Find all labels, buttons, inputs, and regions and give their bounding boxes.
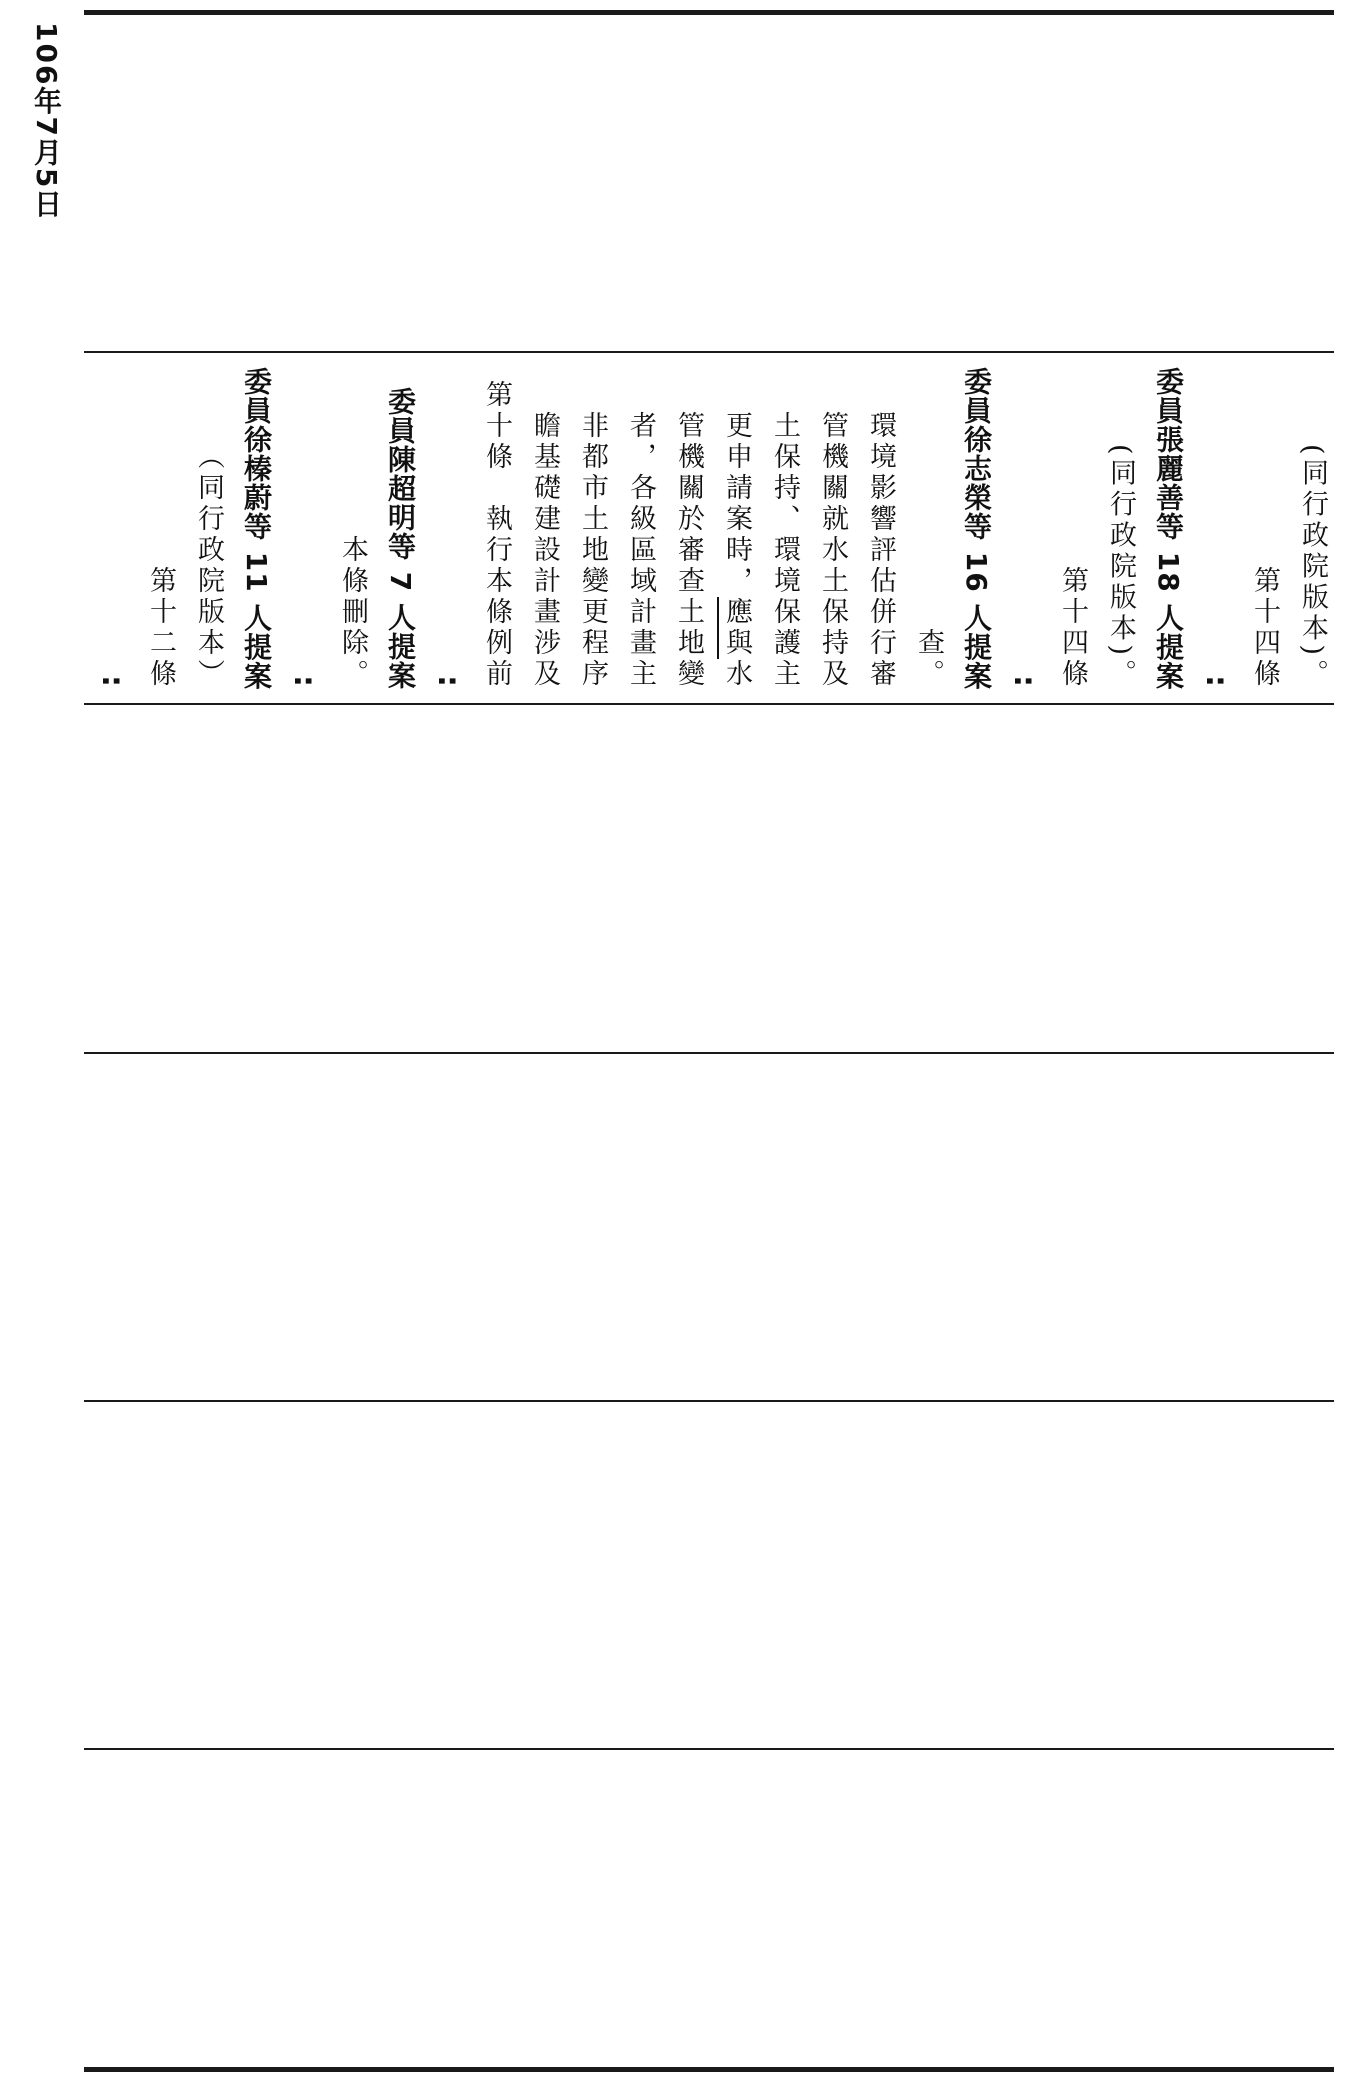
text-column bbox=[1192, 370, 1240, 690]
text-column bbox=[952, 366, 1000, 690]
text-column bbox=[232, 366, 280, 690]
column-text: 瞻基礎建設計畫涉及 bbox=[529, 411, 560, 690]
column-text: （同行政院版本） bbox=[193, 442, 224, 690]
row-divider bbox=[84, 351, 1334, 353]
text-column bbox=[1240, 370, 1288, 690]
text-column bbox=[1096, 370, 1144, 690]
column-text: 委員徐志榮等 16 人提案 bbox=[960, 366, 993, 690]
table-top-border bbox=[84, 10, 1334, 15]
row-divider bbox=[84, 1400, 1334, 1402]
column-text: 第十條 執行本條例前 bbox=[481, 380, 512, 690]
text-column bbox=[88, 370, 136, 690]
text-column bbox=[1144, 366, 1192, 690]
page-date: 106年7月5日 bbox=[30, 22, 63, 220]
text-column bbox=[856, 370, 904, 690]
text-column bbox=[904, 370, 952, 690]
table-bottom-border bbox=[84, 2067, 1334, 2072]
column-text: 管機關於審查土地變 bbox=[673, 411, 704, 690]
column-text-rest: 水 bbox=[721, 659, 752, 690]
text-column bbox=[1288, 370, 1336, 690]
row-divider bbox=[84, 1052, 1334, 1054]
column-text: : bbox=[1007, 675, 1042, 690]
underlined-text: 應與 bbox=[721, 597, 752, 659]
text-column bbox=[472, 370, 520, 690]
text-column bbox=[376, 370, 424, 690]
row-divider bbox=[84, 703, 1334, 705]
column-text: 委員陳超明等 7 人提案 bbox=[384, 387, 417, 690]
text-column bbox=[664, 370, 712, 690]
column-text: 第十四條 bbox=[1057, 566, 1088, 690]
column-text: 土保持、環境保護主 bbox=[769, 411, 800, 690]
column-text: 委員徐榛蔚等 11 人提案 bbox=[240, 366, 273, 690]
text-column bbox=[1000, 370, 1048, 690]
text-column bbox=[760, 370, 808, 690]
column-text: 管機關就水土保持及 bbox=[817, 411, 848, 690]
text-column bbox=[520, 370, 568, 690]
column-text: 非都市土地變更程序 bbox=[577, 411, 608, 690]
text-column bbox=[568, 370, 616, 690]
text-column bbox=[616, 370, 664, 690]
column-text: 者，各級區域計畫主 bbox=[625, 411, 656, 690]
column-text: 第十四條 bbox=[1249, 566, 1280, 690]
column-text: 第十二條 bbox=[145, 566, 176, 690]
column-text: : bbox=[431, 675, 466, 690]
text-column bbox=[184, 370, 232, 690]
proposal-text-cell bbox=[95, 366, 1336, 690]
column-text: : bbox=[1199, 675, 1234, 690]
text-column bbox=[328, 370, 376, 690]
column-text: : bbox=[287, 675, 322, 690]
row-divider bbox=[84, 1748, 1334, 1750]
column-text: : bbox=[95, 675, 130, 690]
text-column bbox=[136, 370, 184, 690]
text-column bbox=[712, 370, 760, 690]
column-text: 本條刪除。 bbox=[337, 535, 368, 690]
column-text: 委員張麗善等 18 人提案 bbox=[1152, 366, 1185, 690]
text-column bbox=[808, 370, 856, 690]
column-text: (同行政院版本)。 bbox=[1297, 443, 1328, 690]
column-text: 環境影響評估併行審 bbox=[865, 411, 896, 690]
column-text: 更申請案時， bbox=[721, 411, 752, 597]
text-column bbox=[280, 370, 328, 690]
text-column bbox=[1048, 370, 1096, 690]
text-column bbox=[424, 370, 472, 690]
column-text: (同行政院版本)。 bbox=[1105, 443, 1136, 690]
column-text: 查。 bbox=[913, 628, 944, 690]
